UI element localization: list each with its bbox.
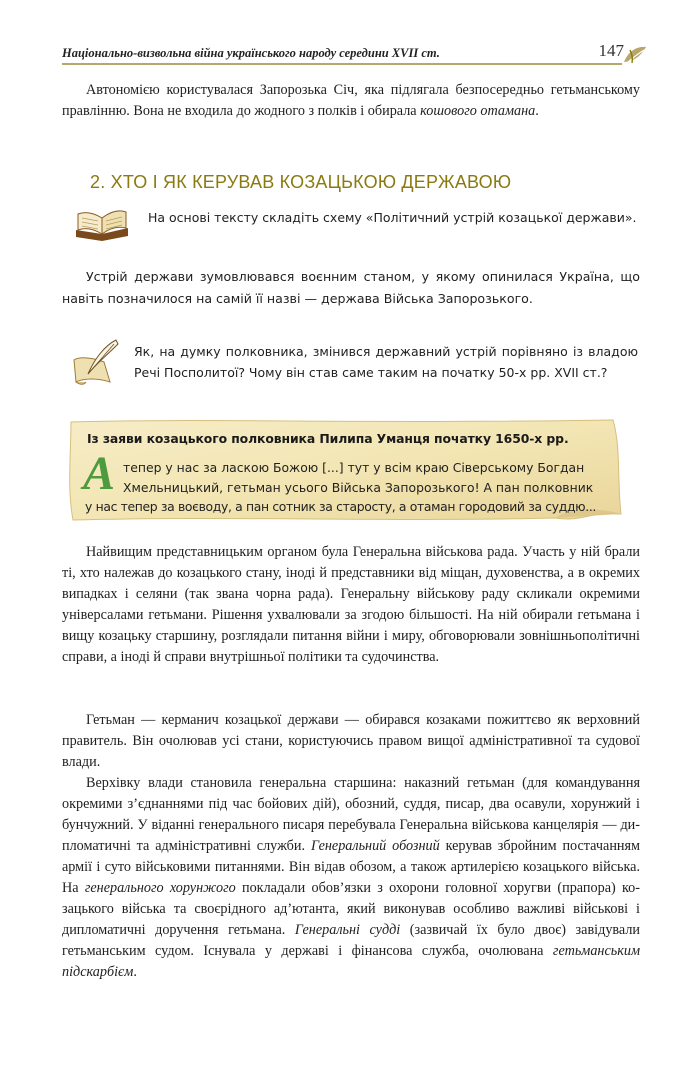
source-line: у нас тепер за воєводу, а пан сотник за старосту, а отаман городовий за суддю... [85, 499, 597, 514]
source-quote [85, 458, 605, 517]
quill-scroll-icon [70, 338, 122, 388]
term-oboznyi: Генеральний обозний [310, 838, 440, 854]
task-question: Як, на думку полковника, змінився державний устрій порівняно із владою Речі Посполитої? Чому він став саме таким на початку 50-х рр. XVII ст.? [134, 344, 638, 380]
leaf-ornament-icon [622, 44, 648, 66]
intro-text: Автономією користувалася Запорозька Січ, яка підлягала безпосередньо гетьманському правлінню. Вона не входила до жодного з полків і обирала [62, 82, 640, 119]
source-title: Із заяви козацького полковника Пилипа Уманця початку 1650-х рр. [87, 431, 569, 446]
open-book-icon [72, 208, 132, 242]
primary-source-box [65, 418, 627, 523]
running-head [62, 41, 642, 66]
term-khorunzhyi: генерального хорунжого [84, 880, 236, 896]
term-pidskarbii: гетьманським підскарбієм [62, 943, 640, 980]
drop-cap: А [83, 447, 116, 500]
rada-paragraph [62, 542, 640, 668]
starshyna-text: покладали обов’язки з охорони головної хоругви (прапора) козацького війська та своєрідного ад’ютанта, який виконував особливо важливі військові і дипломатичні доручення гетьмана. [62, 880, 640, 938]
intro-text-end: . [535, 103, 539, 119]
section-heading: 2. ХТО І ЯК КЕРУВАВ КОЗАЦЬКОЮ ДЕРЖАВОЮ [90, 172, 512, 192]
intro-paragraph [62, 80, 640, 122]
starshyna-paragraph [62, 773, 640, 983]
structure-paragraph [62, 266, 640, 309]
task-diagram: На основі тексту складіть схему «Політичний устрій козацької держави». [148, 210, 637, 225]
hetman-paragraph [62, 710, 640, 773]
intro-term: кошового отамана [420, 103, 536, 119]
starshyna-text: Верхівку влади становила генеральна старшина: наказний гетьман (для командування окремими з’єднаннями під час бойових дій), обозний, суддя, писар, два осавули, хорунжий і бунчужний. У віданні генерального писаря перебувала Генеральна військова канцелярія — дипломатичні та адміністративні служби. [62, 775, 640, 854]
source-line: тепер у нас за ласкою Божою [...] тут у всім краю Сіверському Богдан [123, 460, 585, 475]
starshyna-text: . [133, 964, 137, 980]
term-suddi: Генеральні судді [294, 922, 401, 938]
starshyna-text: керував збройним постачанням армії і суто військовими питаннями. Він відав обозом, а також артилерією козацького війська. На [62, 838, 641, 896]
running-title: Національно-визвольна війна українського народу середини XVII ст. [62, 46, 440, 60]
source-line: Хмельницький, гетьман усього Війська Запорозького! А пан полковник [123, 479, 594, 495]
page-number: 147 [598, 41, 624, 60]
structure-text: Устрій держави зумовлювався воєнним станом, у якому опинилася Україна, що навіть позначилося на самій її назві — держава Війська Запорозького. [62, 269, 640, 306]
starshyna-text: (зазвичай їх було двоє) завідували гетьманським судом. Існувала у державі і фінансова служба, очолювана [62, 922, 641, 959]
header-rule [62, 63, 622, 65]
rada-text: Найвищим представницьким органом була Генеральна військова рада. Участь у ній брали ті, хто належав до козацького стану, іноді й представники від міщан, духовенства, а в окремих випадках і селяни (так звана чорна рада). Генеральну військову раду скликали окремими універсалами гетьмани. Рішення ухвалювали за згодою більшості. На ній обирали гетьмана і вищу козацьку старшину, розглядали питання війни і миру, обговорювали зовнішньополітичні справи, а іноді й справи внутрішньої політики та судочинства. [62, 544, 640, 665]
hetman-text: Гетьман — керманич козацької держави — обирався козаками пожиттєво як верховний правитель. Він очолював усі стани, користуючись правом вищої адміністративної та судової влади. [62, 712, 640, 770]
